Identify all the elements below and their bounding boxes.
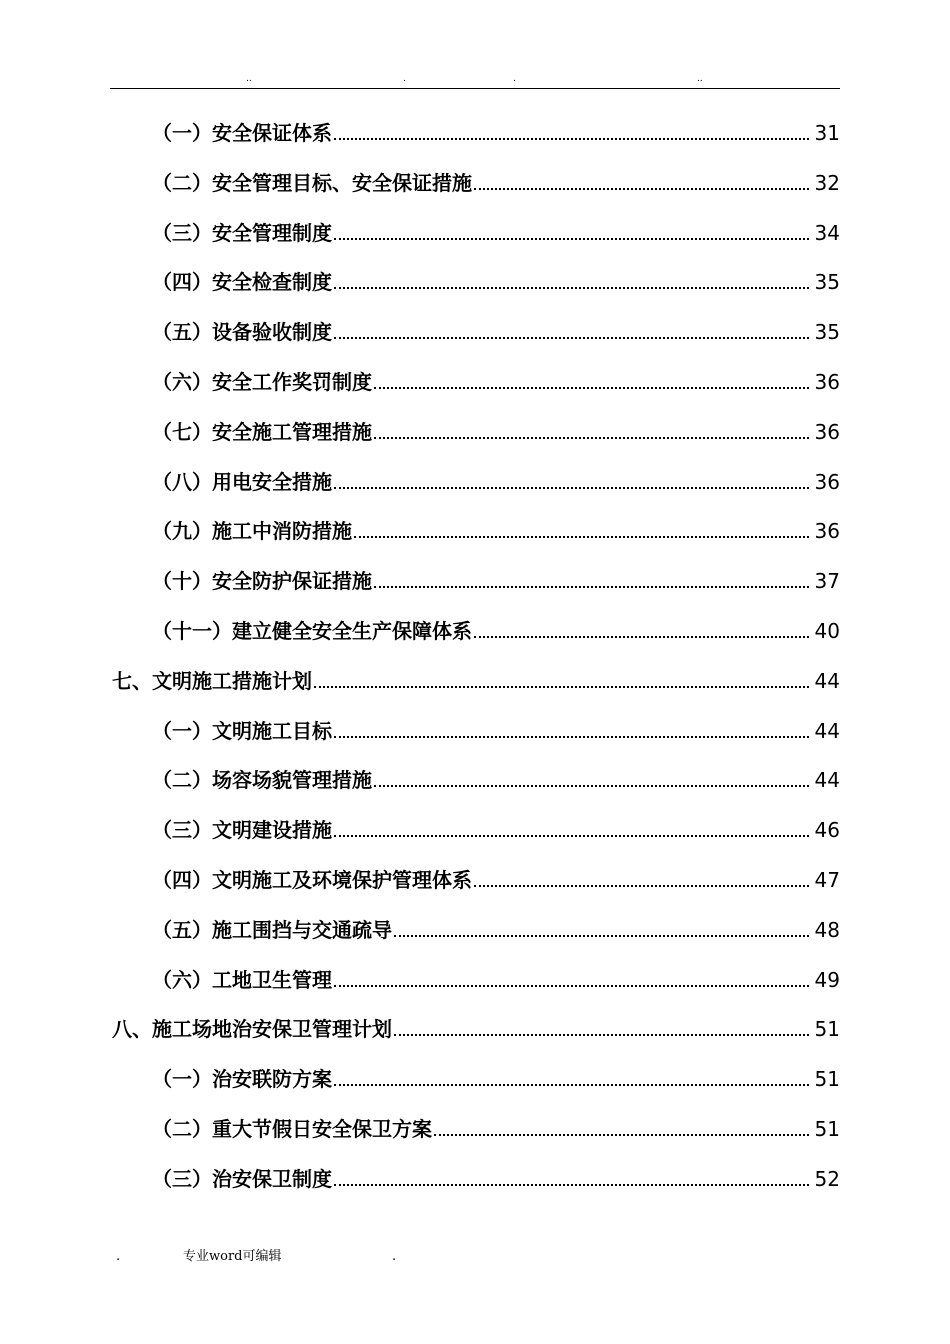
toc-entry[interactable] <box>152 465 840 495</box>
toc-entry[interactable] <box>152 166 840 196</box>
toc-entry-title: （一）安全保证体系 <box>152 121 332 145</box>
toc-dot-leader <box>334 985 809 987</box>
toc-entry-title: （三）安全管理制度 <box>152 220 332 245</box>
toc-entry-page: 35 <box>814 320 840 345</box>
toc-entry-page: 37 <box>814 569 840 594</box>
toc-dot-leader <box>374 785 809 787</box>
toc-entry-page: 49 <box>814 967 840 992</box>
toc-entry[interactable] <box>152 614 840 644</box>
toc-dot-leader <box>334 138 809 140</box>
toc-entry-title: （六）安全工作奖罚制度 <box>152 370 372 394</box>
toc-entry-page: 51 <box>814 1017 840 1042</box>
toc-entry[interactable] <box>152 714 840 744</box>
toc-dot-leader <box>334 238 809 240</box>
toc-entry-title: 七、文明施工措施计划 <box>112 668 312 693</box>
toc-entry-title: （十一）建立健全安全生产保障体系 <box>152 619 472 643</box>
toc-dot-leader <box>474 885 809 887</box>
toc-entry[interactable] <box>152 1062 840 1092</box>
toc-entry[interactable] <box>152 116 840 146</box>
toc-dot-leader <box>334 487 809 489</box>
toc-entry-title: （二）场容场貌管理措施 <box>152 768 372 793</box>
toc-entry[interactable] <box>152 216 840 246</box>
toc-entry-title: （六）工地卫生管理 <box>152 967 332 992</box>
header-mark: . <box>513 74 516 84</box>
toc-entry-page: 36 <box>814 469 840 494</box>
toc-entry-page: 44 <box>814 768 840 793</box>
toc-entry-title: （四）文明施工及环境保护管理体系 <box>152 868 472 892</box>
toc-dot-leader <box>334 1084 809 1086</box>
toc-entry-title: （九）施工中消防措施 <box>152 519 352 544</box>
toc-dot-leader <box>334 736 809 738</box>
toc-entry[interactable] <box>152 514 840 544</box>
toc-entry-title: （三）治安保卫制度 <box>152 1166 332 1191</box>
toc-dot-leader <box>334 287 809 289</box>
toc-entry-title: （二）安全管理目标、安全保证措施 <box>152 170 472 195</box>
toc-dot-leader <box>474 636 809 638</box>
toc-entry-page: 51 <box>814 1117 840 1141</box>
toc-entry[interactable] <box>152 1112 840 1142</box>
toc-dot-leader <box>314 686 809 688</box>
toc-entry-title: （五）设备验收制度 <box>152 320 332 345</box>
toc-entry-page: 52 <box>814 1166 840 1191</box>
toc-dot-leader <box>334 835 809 837</box>
toc-entry[interactable] <box>112 664 840 694</box>
toc-entry-title: （一）文明施工目标 <box>152 718 332 743</box>
toc-entry[interactable] <box>152 415 840 445</box>
footer-text: 专业word可编辑 <box>183 1249 282 1264</box>
toc-entry-title: （八）用电安全措施 <box>152 469 332 494</box>
toc-entry-page: 47 <box>814 868 840 892</box>
toc-entry-page: 48 <box>814 917 840 942</box>
toc-dot-leader <box>354 536 809 538</box>
toc-entry-page: 44 <box>814 718 840 743</box>
toc-entry-title: （三）文明建设措施 <box>152 818 332 843</box>
toc-entry-page: 40 <box>814 619 840 643</box>
toc-dot-leader <box>374 437 809 439</box>
toc-entry[interactable] <box>152 1162 840 1192</box>
toc-entry-title: 八、施工场地治安保卫管理计划 <box>112 1017 392 1042</box>
toc-entry-page: 46 <box>814 818 840 843</box>
toc-dot-leader <box>334 337 809 339</box>
toc-entry[interactable] <box>152 365 840 395</box>
toc-entry[interactable] <box>152 813 840 843</box>
toc-dot-leader <box>434 1134 809 1136</box>
page-footer <box>0 1248 950 1268</box>
toc-entry[interactable] <box>152 564 840 594</box>
footer-mark-right: . <box>392 1249 397 1264</box>
toc-entry-page: 36 <box>814 370 840 394</box>
toc-entry-page: 34 <box>814 220 840 245</box>
header-mark: .. <box>246 74 252 84</box>
toc-entry[interactable] <box>152 265 840 295</box>
toc-dot-leader <box>394 1034 809 1036</box>
toc-entry-page: 35 <box>814 270 840 295</box>
toc-entry[interactable] <box>152 963 840 993</box>
toc-dot-leader <box>374 586 809 588</box>
toc-entry[interactable] <box>112 1012 840 1042</box>
toc-entry-page: 44 <box>814 668 840 693</box>
toc-entry[interactable] <box>152 913 840 943</box>
toc-entry-title: （七）安全施工管理措施 <box>152 419 372 444</box>
toc-dot-leader <box>374 387 809 389</box>
toc-entry-title: （五）施工围挡与交通疏导 <box>152 917 392 942</box>
toc-entry[interactable] <box>152 863 840 893</box>
toc-entry-title: （四）安全检查制度 <box>152 270 332 295</box>
toc-entry-page: 31 <box>814 121 840 145</box>
toc-entry-title: （一）治安联防方案 <box>152 1067 332 1092</box>
toc-entry-page: 36 <box>814 419 840 444</box>
toc-entry-title: （二）重大节假日安全保卫方案 <box>152 1117 432 1141</box>
toc-entry[interactable] <box>152 763 840 793</box>
toc-entry-page: 36 <box>814 519 840 544</box>
toc-dot-leader <box>474 188 809 190</box>
toc-dot-leader <box>394 935 809 937</box>
toc-entry-title: （十）安全防护保证措施 <box>152 569 372 594</box>
toc-entry-page: 51 <box>814 1067 840 1092</box>
toc-entry-page: 32 <box>814 170 840 195</box>
footer-mark-left: . <box>116 1249 121 1264</box>
header-mark: .. <box>697 74 703 84</box>
toc-dot-leader <box>334 1184 809 1186</box>
toc-entry[interactable] <box>152 315 840 345</box>
header-mark: . <box>403 74 406 84</box>
